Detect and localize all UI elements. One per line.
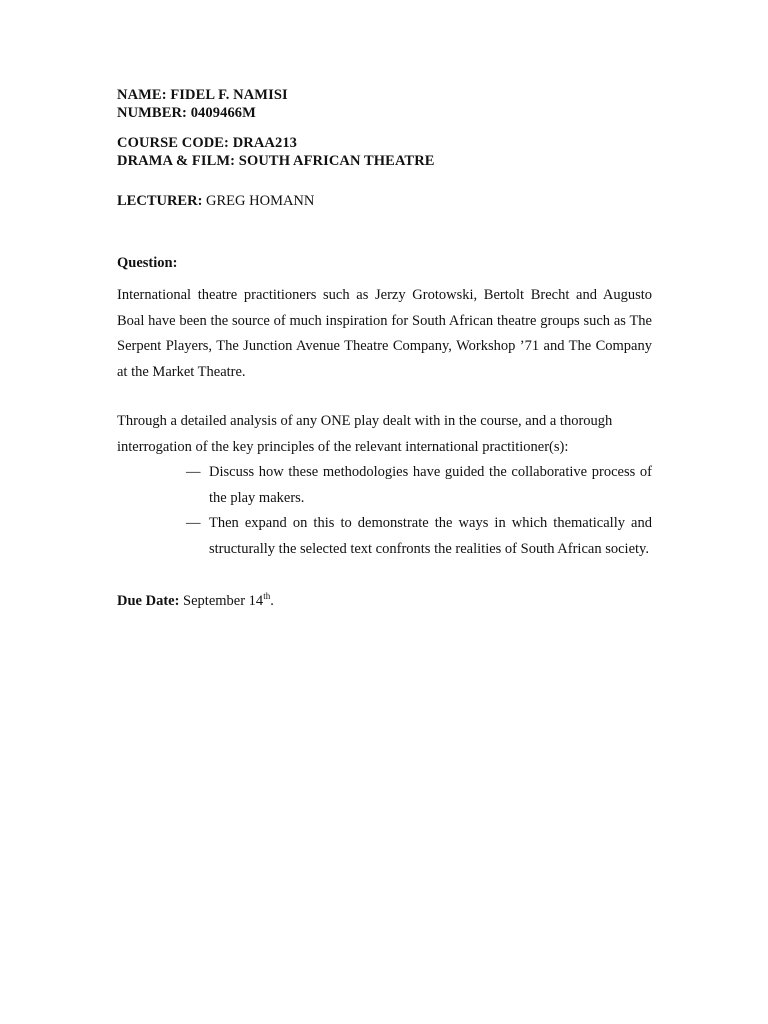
lecturer-value: GREG HOMANN xyxy=(202,193,315,209)
question-bullets xyxy=(117,460,652,562)
student-number: NUMBER: 0409466M xyxy=(117,105,256,121)
bullet-text: Discuss how these methodologies have guided the collaborative process of the play makers. xyxy=(209,464,652,506)
lecturer-label: LECTURER: xyxy=(117,193,203,209)
lecturer-line xyxy=(117,192,652,210)
due-date-value: September 14 xyxy=(179,593,264,609)
due-date-suffix: th xyxy=(263,591,271,602)
question-paragraph-1: International theatre practitioners such as Jerzy Grotowski, Bertolt Brecht and Augusto Boal have been the source of much inspiration for South African theatre groups such as The Serpent Players, The Junction Avenue Theatre Company, Workshop ’71 and The Company at the Market Theatre. xyxy=(117,287,652,380)
due-date-end: . xyxy=(270,593,274,609)
dash-bullet-icon: — xyxy=(186,515,201,531)
assignment-page xyxy=(117,86,652,610)
student-name: NAME: FIDEL F. NAMISI xyxy=(117,87,288,103)
list-item xyxy=(186,460,652,511)
dash-bullet-icon: — xyxy=(186,464,201,480)
list-item xyxy=(186,511,652,562)
question-paragraph-2: Through a detailed analysis of any ONE play dealt with in the course, and a thorough interrogation of the key principles of the relevant international practitioner(s): xyxy=(117,413,613,455)
bullet-text: Then expand on this to demonstrate the ways in which thematically and structurally the selected text confronts the realities of South African society. xyxy=(209,515,652,557)
course-code: COURSE CODE: DRAA213 xyxy=(117,135,298,151)
question-label: Question: xyxy=(117,255,178,271)
due-date-label: Due Date: xyxy=(117,593,180,609)
due-date xyxy=(117,592,652,610)
course-title: DRAMA & FILM: SOUTH AFRICAN THEATRE xyxy=(117,153,435,169)
